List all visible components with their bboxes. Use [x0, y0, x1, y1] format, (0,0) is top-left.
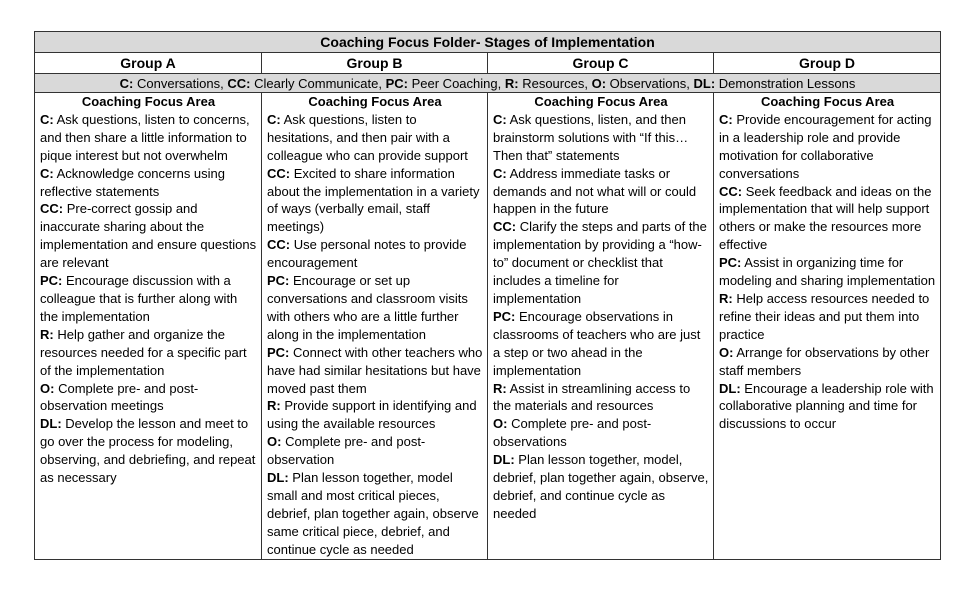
focus-item: [40, 380, 257, 416]
focus-item-text: Plan lesson together, model small and most critical pieces, debrief, plan together again, observe same critical piece, debrief, and continue cycle as needed: [267, 470, 479, 557]
focus-item: [40, 111, 257, 165]
focus-item-code: PC:: [719, 255, 742, 271]
focus-item-code: C:: [493, 165, 507, 181]
focus-item-code: DL:: [267, 470, 289, 486]
focus-item-code: O:: [719, 344, 734, 360]
focus-item-code: R:: [493, 380, 507, 396]
legend-code: C:: [119, 75, 134, 91]
legend-label: Clearly Communicate,: [254, 75, 382, 91]
focus-item: [493, 218, 709, 308]
legend-code: PC:: [385, 75, 408, 91]
content-row: [35, 93, 941, 560]
focus-item-code: PC:: [267, 273, 290, 289]
focus-item: [40, 200, 257, 272]
focus-item-text: Arrange for observations by other staff members: [719, 344, 930, 378]
focus-item-text: Encourage a leadership role with collaborative planning and time for discussions to occur: [719, 380, 934, 432]
focus-item-text: Excited to share information about the implementation in a variety of ways (verbally email, staff meetings): [267, 165, 480, 235]
group-b-header: Group B: [262, 53, 488, 74]
focus-item-text: Develop the lesson and meet to go over the process for modeling, observing, and debriefing, and repeat as necessary: [40, 416, 256, 486]
focus-item: [719, 290, 936, 344]
focus-item-text: Connect with other teachers who have had similar hesitations but have moved past them: [267, 344, 483, 396]
focus-item-text: Pre-correct gossip and inaccurate sharing about the implementation and ensure questions are relevant: [40, 201, 257, 271]
focus-item: [719, 380, 936, 434]
focus-item-code: CC:: [267, 165, 291, 181]
focus-item: [493, 165, 709, 219]
focus-item-text: Ask questions, listen to hesitations, and then pair with a colleague who can provide support: [267, 111, 468, 163]
focus-item: [267, 433, 483, 469]
focus-item-code: PC:: [40, 273, 63, 289]
focus-item-text: Acknowledge concerns using reflective statements: [40, 165, 226, 199]
focus-item-text: Ask questions, listen to concerns, and then share a little information to pique interest but not overwhelm: [40, 111, 250, 163]
focus-item-code: O:: [40, 380, 55, 396]
focus-item-text: Help gather and organize the resources needed for a specific part of the implementation: [40, 326, 247, 378]
focus-item-text: Provide support in identifying and using the available resources: [267, 398, 477, 432]
focus-item-code: CC:: [493, 219, 517, 235]
focus-item-text: Complete pre- and post-observation: [267, 434, 426, 468]
group-a-column: [35, 93, 262, 560]
legend-label: Conversations,: [137, 75, 224, 91]
coaching-focus-area-heading: Coaching Focus Area: [760, 94, 895, 109]
focus-item-code: C:: [40, 165, 54, 181]
focus-item-code: DL:: [40, 416, 62, 432]
group-d-column: [714, 93, 941, 560]
focus-item-text: Ask questions, listen, and then brainstorm solutions with “If this… Then that” statements: [493, 111, 689, 163]
group-d-header: Group D: [714, 53, 941, 74]
focus-item-text: Seek feedback and ideas on the implementation that will help support others or make the resources more effective: [719, 183, 932, 253]
coaching-focus-area-heading: Coaching Focus Area: [81, 94, 216, 109]
focus-item: [719, 183, 936, 255]
focus-item-text: Address immediate tasks or demands and not what will or could happen in the future: [493, 165, 697, 217]
legend-cell: [35, 74, 941, 93]
focus-item-code: CC:: [719, 183, 743, 199]
legend-label: Resources,: [522, 75, 588, 91]
focus-item-code: O:: [493, 416, 508, 432]
focus-item-text: Provide encouragement for acting in a leadership role and provide motivation for collaborative conversations: [719, 111, 932, 181]
group-c-column: [488, 93, 714, 560]
focus-item-code: CC:: [267, 237, 291, 253]
title-row: [35, 32, 941, 53]
focus-item-code: R:: [267, 398, 281, 414]
coaching-focus-area-heading: Coaching Focus Area: [308, 94, 442, 109]
legend-code: DL:: [693, 75, 716, 91]
focus-item-text: Help access resources needed to refine their ideas and put them into practice: [719, 290, 930, 342]
focus-item: [267, 272, 483, 344]
focus-item-code: CC:: [40, 201, 64, 217]
focus-item: [719, 111, 936, 183]
focus-item-text: Encourage discussion with a colleague that is further along with the implementation: [40, 273, 238, 324]
focus-item-code: R:: [719, 290, 733, 306]
focus-item: [493, 451, 709, 523]
focus-item-code: C:: [40, 111, 54, 127]
legend-code: CC:: [227, 75, 251, 91]
focus-item: [40, 165, 257, 201]
implementation-table-document: [34, 31, 940, 560]
focus-item: [267, 236, 483, 272]
stages-table: [34, 31, 941, 560]
focus-item: [493, 380, 709, 416]
focus-item: [40, 415, 257, 487]
focus-item-text: Complete pre- and post-observation meetings: [40, 380, 199, 414]
legend-label: Demonstration Lessons: [718, 75, 856, 91]
focus-item-text: Assist in streamlining access to the materials and resources: [493, 380, 691, 414]
legend-code: R:: [504, 75, 519, 91]
group-header-row: [35, 53, 941, 74]
focus-item-code: DL:: [493, 452, 515, 468]
focus-item-code: C:: [719, 111, 733, 127]
focus-item: [267, 111, 483, 165]
focus-item-code: PC:: [493, 308, 516, 324]
focus-item-code: O:: [267, 434, 282, 450]
focus-item-code: C:: [267, 111, 281, 127]
focus-item: [267, 469, 483, 559]
focus-item-code: PC:: [267, 344, 290, 360]
focus-item: [267, 397, 483, 433]
focus-item: [719, 344, 936, 380]
focus-item: [267, 344, 483, 398]
focus-item: [40, 326, 257, 380]
focus-item-text: Encourage observations in classrooms of teachers who are just a step or two ahead in the implementation: [493, 308, 701, 378]
focus-item: [267, 165, 483, 237]
focus-item: [493, 415, 709, 451]
focus-item-text: Assist in organizing time for modeling and sharing implementation: [719, 255, 936, 289]
focus-item: [719, 254, 936, 290]
focus-item-code: DL:: [719, 380, 741, 396]
focus-item: [40, 272, 257, 326]
legend-code: O:: [591, 75, 607, 91]
focus-item-text: Plan lesson together, model, debrief, plan together again, observe, debrief, and continue cycle as needed: [493, 452, 709, 521]
focus-item: [493, 308, 709, 380]
focus-item-text: Encourage or set up conversations and classroom visits with others who are a little further along in the implementation: [267, 273, 468, 342]
coaching-focus-area-heading: Coaching Focus Area: [534, 94, 668, 109]
focus-item-text: Complete pre- and post-observations: [493, 416, 652, 450]
focus-item-text: Clarify the steps and parts of the implementation by providing a “how-to” document or checklist that includes a timeline for implementation: [493, 219, 707, 306]
focus-item-code: R:: [40, 326, 54, 342]
focus-item-code: C:: [493, 111, 507, 127]
table-title: Coaching Focus Folder- Stages of Implementation: [35, 32, 941, 53]
legend-label: Peer Coaching,: [411, 75, 502, 91]
group-a-header: Group A: [35, 53, 262, 74]
legend-label: Observations,: [609, 75, 690, 91]
legend-row: [35, 74, 941, 93]
focus-item-text: Use personal notes to provide encouragement: [267, 237, 467, 271]
group-c-header: Group C: [488, 53, 714, 74]
group-b-column: [262, 93, 488, 560]
focus-item: [493, 111, 709, 165]
